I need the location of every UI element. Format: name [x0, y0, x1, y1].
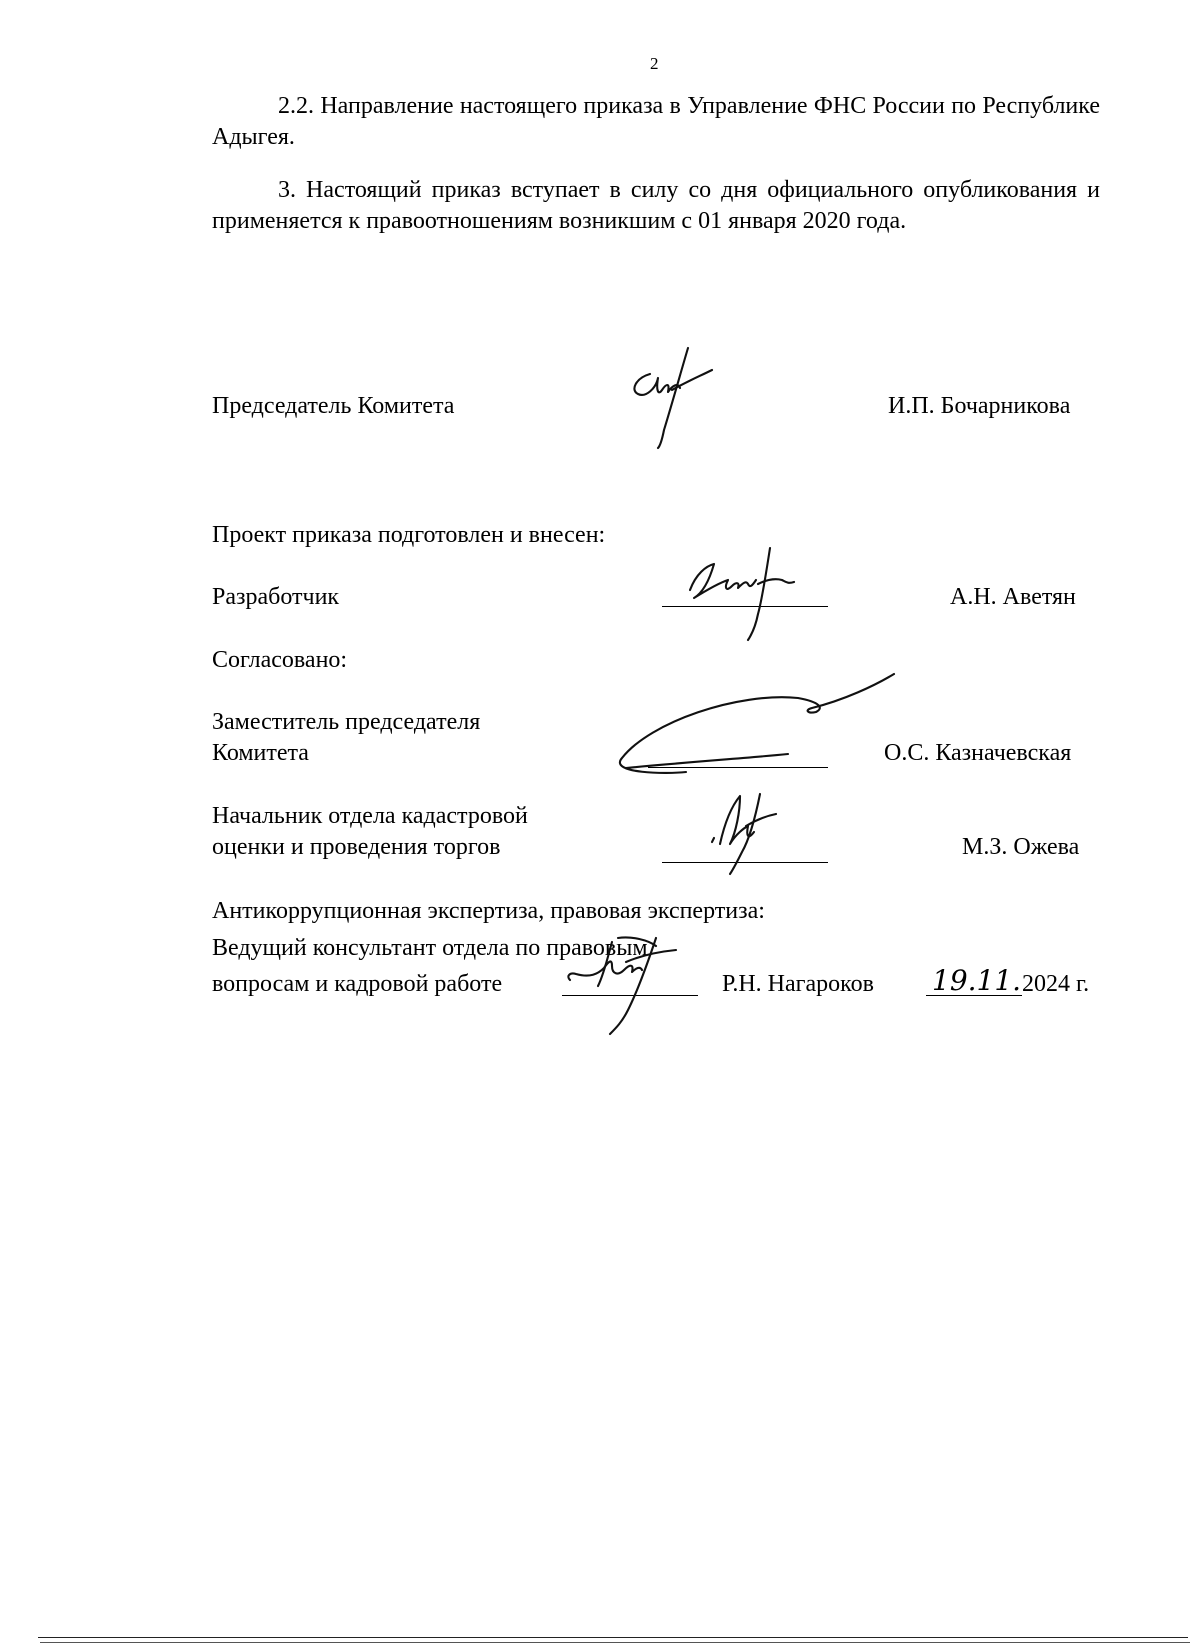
head-title-line2: оценки и проведения торгов: [212, 834, 501, 860]
head-name: М.З. Ожева: [962, 834, 1080, 860]
chairman-title: Председатель Комитета: [212, 393, 455, 419]
scan-bottom-border-secondary: [40, 1642, 1190, 1643]
developer-signature: [686, 544, 806, 644]
prepared-by-heading: Проект приказа подготовлен и внесен:: [212, 522, 606, 548]
deputy-signature: [608, 670, 908, 786]
expertise-line2: вопросам и кадровой работе: [212, 971, 503, 997]
chairman-name: И.П. Бочарникова: [888, 393, 1071, 419]
scan-bottom-border: [38, 1637, 1188, 1638]
deputy-name: О.С. Казначевская: [884, 740, 1072, 766]
head-title-line1: Начальник отдела кадастровой: [212, 803, 528, 829]
chairman-signature: [628, 344, 718, 452]
expertise-heading: Антикоррупционная экспертиза, правовая экспертиза:: [212, 898, 765, 924]
handwritten-date: 19.11.: [932, 964, 1022, 997]
paragraph-3: 3. Настоящий приказ вступает в силу со дня официального опубликования и применяется к правоотношениям возникшим с 01 января 2020 года.: [212, 177, 1100, 234]
expertise-line1: Ведущий консультант отдела по правовым: [212, 935, 648, 961]
deputy-title-line1: Заместитель председателя: [212, 709, 481, 735]
expertise-name: Р.Н. Нагароков: [722, 971, 874, 997]
expertise-year: 2024 г.: [1022, 971, 1090, 997]
paragraph-2-2: 2.2. Направление настоящего приказа в Управление ФНС России по Республике Адыгея.: [212, 93, 1100, 150]
agreed-heading: Согласовано:: [212, 647, 348, 673]
expertise-signature: [560, 928, 710, 1038]
head-signature: [700, 786, 810, 876]
developer-name: А.Н. Аветян: [950, 584, 1076, 610]
page-number: 2: [650, 54, 659, 73]
deputy-title-line2: Комитета: [212, 740, 309, 766]
developer-title: Разработчик: [212, 584, 340, 610]
